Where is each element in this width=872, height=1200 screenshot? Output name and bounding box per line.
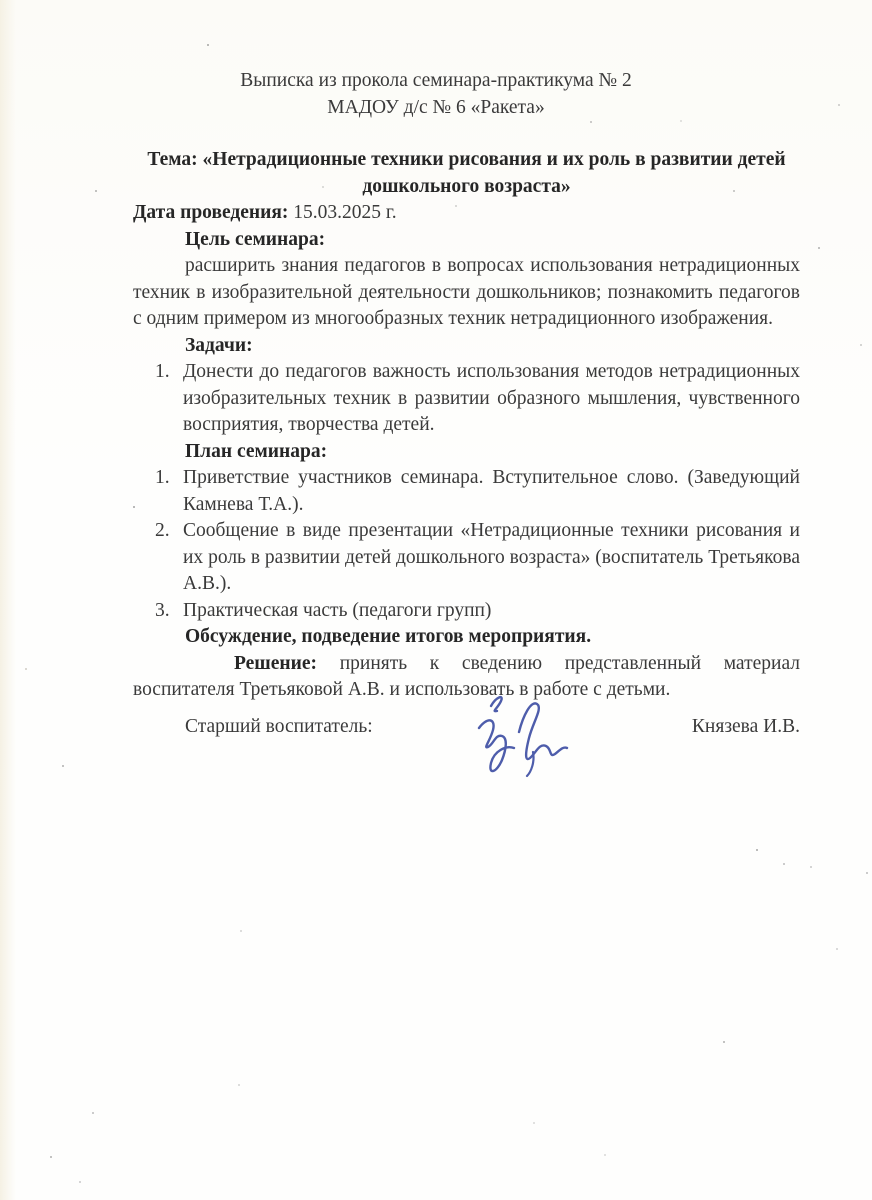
document-theme-title: Тема: «Нетрадиционные техники рисования и их роль в развитии детей дошкольного возраста» xyxy=(147,149,786,197)
decision-text: принять к сведению представленный материал воспитателя Третьяковой А.В. и использовать в работе с детьми. xyxy=(133,652,800,700)
signature-label: Старший воспитатель: xyxy=(185,715,373,737)
plan-item-number: 3. xyxy=(155,599,170,621)
header-line-1: Выписка из прокола семинара-практикума № 2 xyxy=(240,70,632,91)
goal-heading: Цель семинара: xyxy=(185,228,326,250)
task-item-number: 1. xyxy=(155,361,170,382)
signature-name: Князева И.В. xyxy=(691,715,800,737)
plan-item xyxy=(133,465,800,518)
plan-item xyxy=(133,598,800,625)
plan-item-text: Сообщение в виде презентации «Нетрадиционные техники рисования и их роль в развитии детей дошкольного возраста» (воспитатель Третьякова А.В.). xyxy=(183,520,800,594)
task-item-text: Донести до педагогов важность использования методов нетрадиционных изобразительных техник в развитии образного мышления, чувственного восприятия, творчества детей. xyxy=(183,361,800,435)
plan-heading: План семинара: xyxy=(185,440,328,462)
date-value: 15.03.2025 г. xyxy=(293,202,397,223)
discussion-line: Обсуждение, подведение итогов мероприятия. xyxy=(185,626,592,647)
signature-row xyxy=(133,714,800,741)
plan-item-number: 1. xyxy=(155,467,170,488)
goal-paragraph: расширить знания педагогов в вопросах использования нетрадиционных техник в изобразительной деятельности дошкольников; познакомить педагогов с одним примером из многообразных техник нетрадиционного изображения. xyxy=(133,255,800,329)
header-line-2: МАДОУ д/с № 6 «Ракета» xyxy=(327,96,545,118)
decision-paragraph xyxy=(133,651,800,704)
document-header xyxy=(0,68,872,121)
decision-label: Решение: xyxy=(234,652,318,674)
plan-item-text: Приветствие участников семинара. Вступительное слово. (Заведующий Камнева Т.А.). xyxy=(183,467,800,515)
plan-item xyxy=(133,518,800,598)
tasks-heading: Задачи: xyxy=(185,334,253,356)
plan-item-number: 2. xyxy=(155,520,170,541)
date-label: Дата проведения: xyxy=(133,202,289,223)
date-line xyxy=(133,200,800,227)
task-item xyxy=(133,359,800,439)
plan-item-text: Практическая часть (педагоги групп) xyxy=(183,599,492,621)
